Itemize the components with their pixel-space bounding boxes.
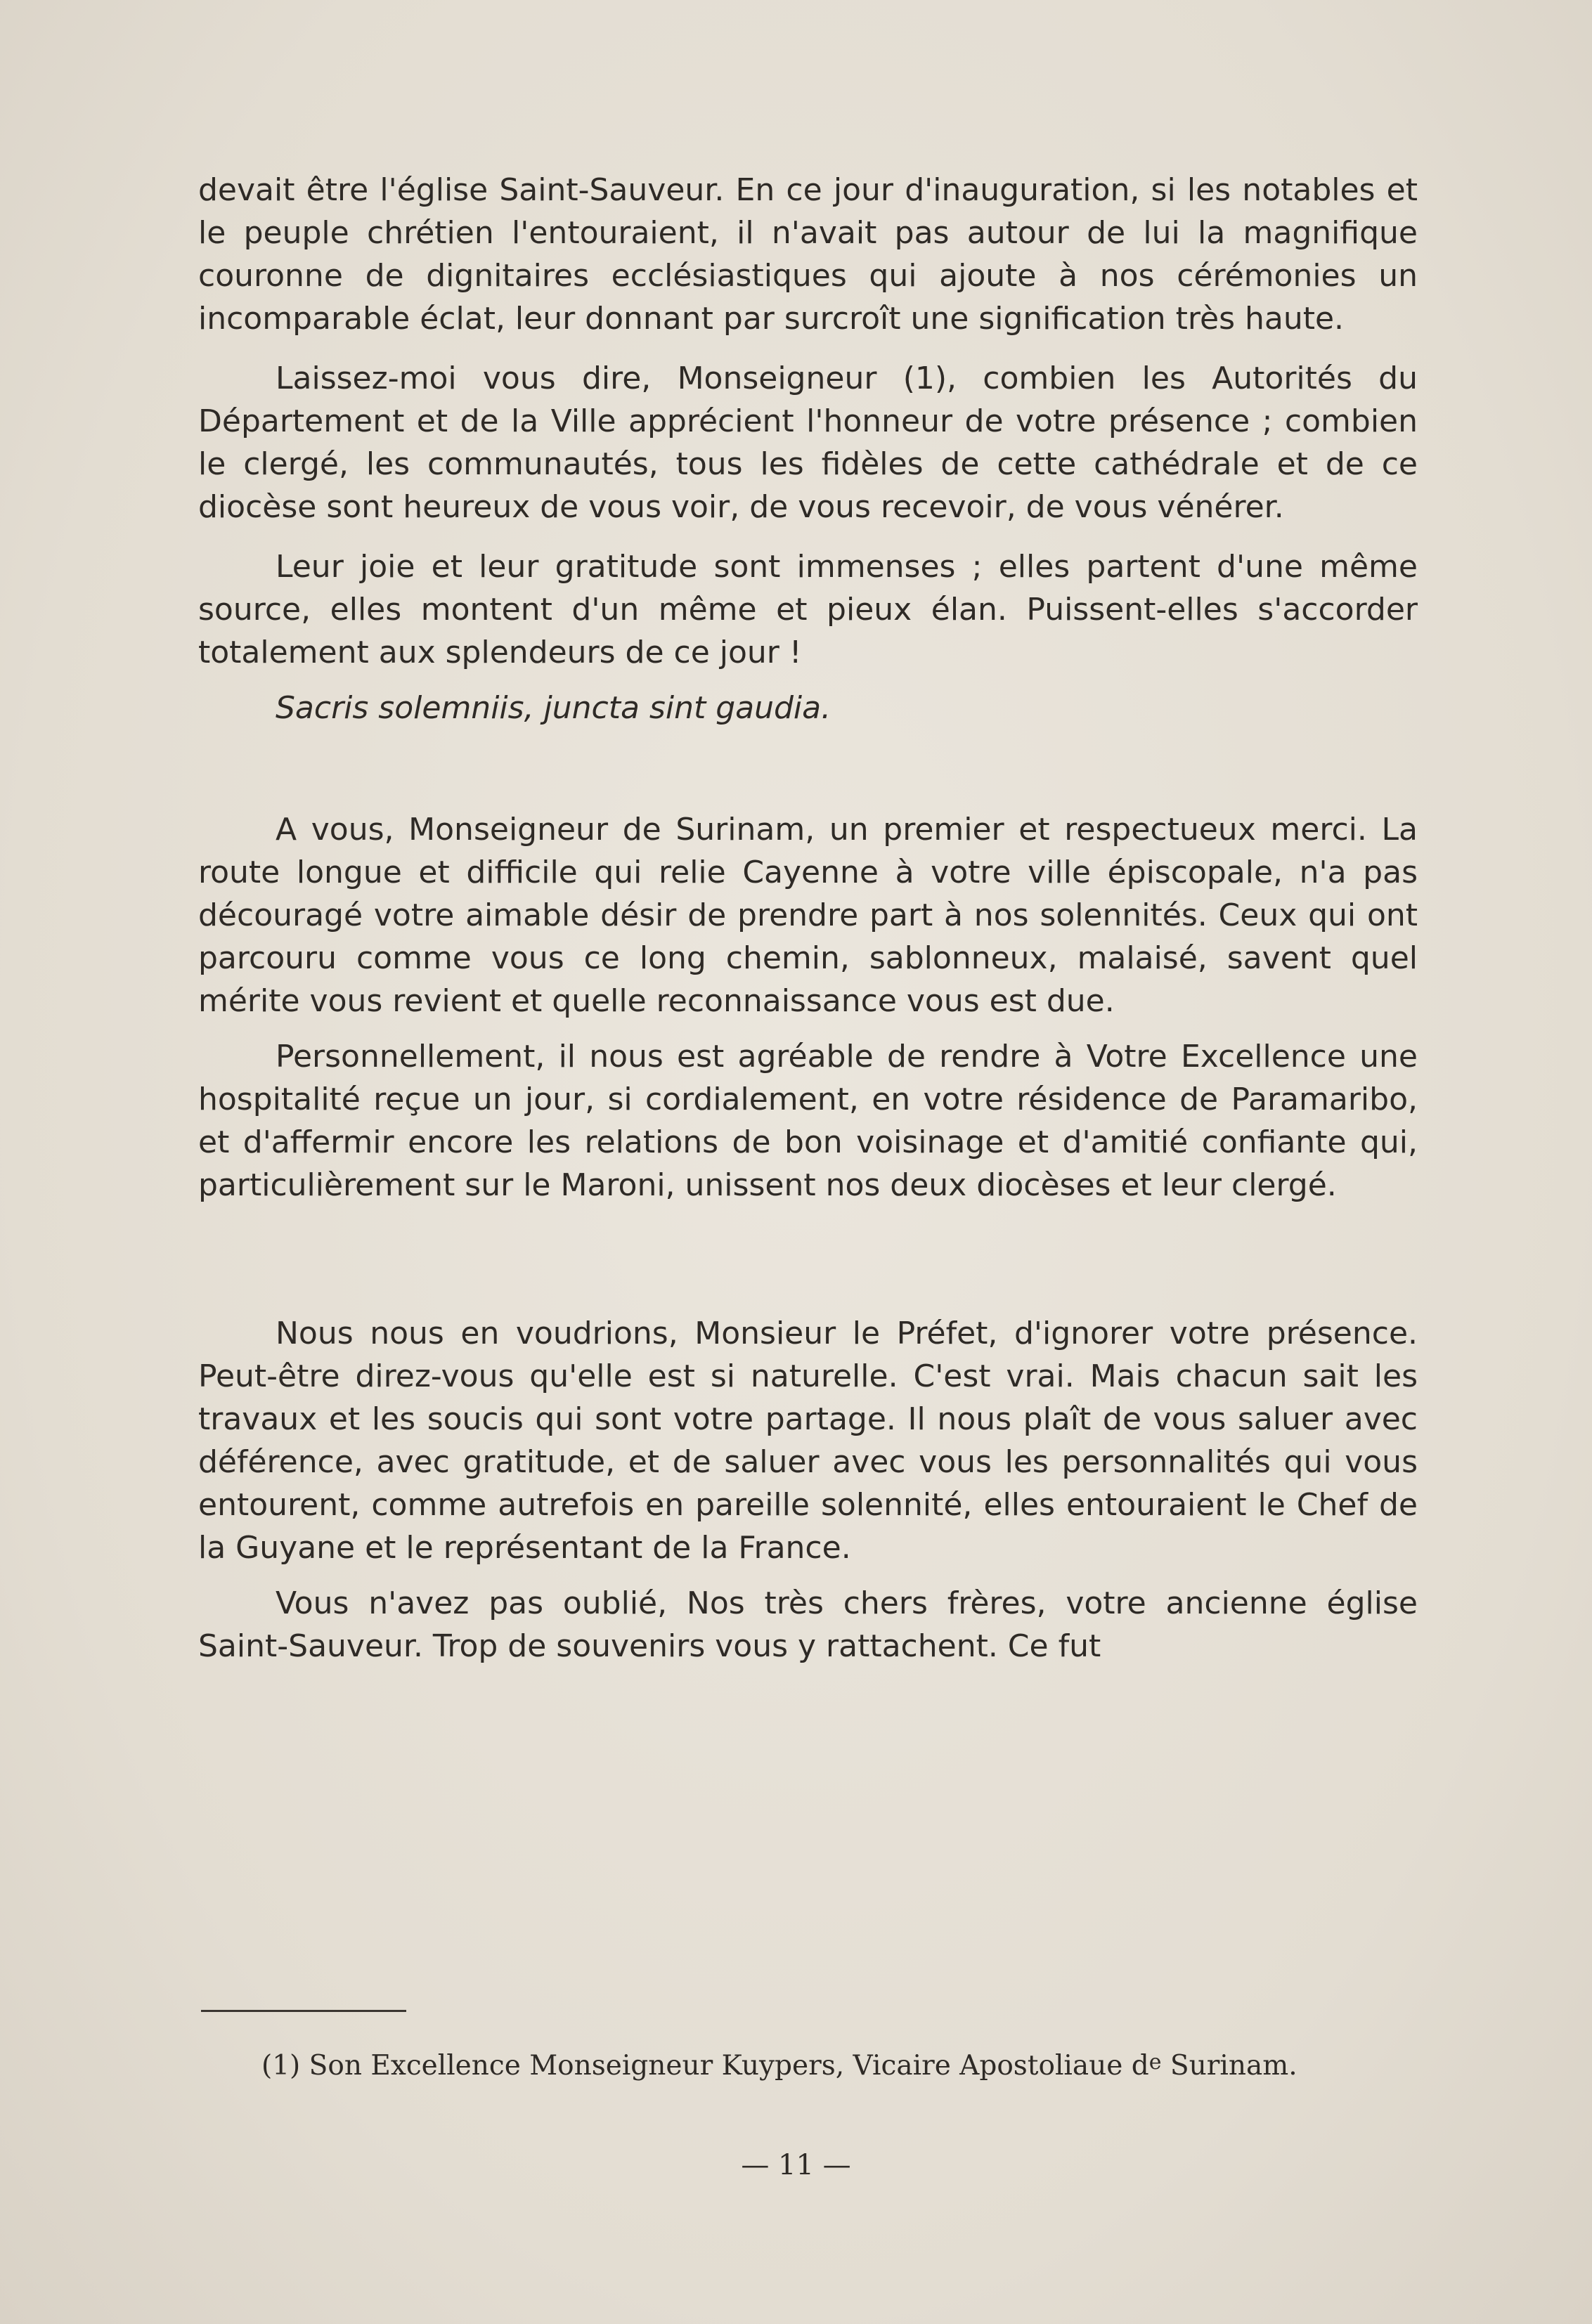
page-number: — 11 — xyxy=(741,2149,851,2181)
footnote xyxy=(261,2044,1456,2085)
paragraph-monsieur-le-prefet: Nous nous en voudrions, Monsieur le Préfet, d'ignorer votre présence. Peut-être direz-vous qu'elle est si naturelle. C'est vrai. Mais chacun sait les travaux et les soucis qui sont votre partage. Il nous plaît de vous saluer avec déférence, avec gratitude, et de saluer avec vous les personnalités qui vous entourent, comme autrefois en pareille solennité, elles entouraient le Chef de la Guyane et le représentant de la France. xyxy=(198,1316,1418,1566)
paragraph-laissez-moi: Laissez-moi vous dire, Monseigneur (1), combien les Autorités du Département et de la Ville apprécient l'honneur de votre présence ; combien le clergé, les communautés, tous les fidèles de cette cathédrale et de ce diocèse sont heureux de vous voir, de vous recevoir, de vous vénérer. xyxy=(198,361,1418,525)
footnote-superscript: e xyxy=(1148,2050,1162,2075)
paragraph-monseigneur-surinam: A vous, Monseigneur de Surinam, un premier et respectueux merci. La route longue et difficile qui relie Cayenne à votre ville épiscopale, n'a pas découragé votre aimable désir de prendre part à nos solennités. Ceux qui ont parcouru comme vous ce long chemin, sablonneux, malaisé, savent quel mérite vous revient et quelle reconnaissance vous est due. xyxy=(198,812,1418,1019)
footnote-text: (1) Son Excellence Monseigneur Kuypers, Vicaire Apostoliaue d xyxy=(261,2050,1149,2082)
paragraph-saint-sauveur: Vous n'avez pas oublié, Nos très chers frères, votre ancienne église Saint-Sauveur. Trop de souvenirs vous y rattachent. Ce fut xyxy=(198,1585,1418,1664)
paragraph-leur-joie: Leur joie et leur gratitude sont immenses ; elles partent d'une même source, elles montent d'un même et pieux élan. Puissent-elles s'accorder totalement aux splendeurs de ce jour ! xyxy=(198,549,1418,670)
footnote-text-end: Surinam. xyxy=(1161,2050,1297,2082)
footnote-rule xyxy=(201,2010,406,2012)
latin-quotation: Sacris solemniis, juncta sint gaudia. xyxy=(276,690,831,726)
paragraph-continuation: devait être l'église Saint-Sauveur. En ce jour d'inauguration, si les notables et le peuple chrétien l'entouraient, il n'avait pas autour de lui la magnifique couronne de dignitaires ecclésiastiques qui ajoute à nos cérémonies un incomparable éclat, leur donnant par surcroît une signification très haute. xyxy=(198,172,1418,337)
body-text xyxy=(198,169,1418,1668)
paragraph-personnellement: Personnellement, il nous est agréable de rendre à Votre Excellence une hospitalité reçue un jour, si cordialement, en votre résidence de Paramaribo, et d'affermir encore les relations de bon voisinage et d'amitié confiante qui, particulièrement sur le Maroni, unissent nos deux diocèses et leur clergé. xyxy=(198,1039,1418,1203)
